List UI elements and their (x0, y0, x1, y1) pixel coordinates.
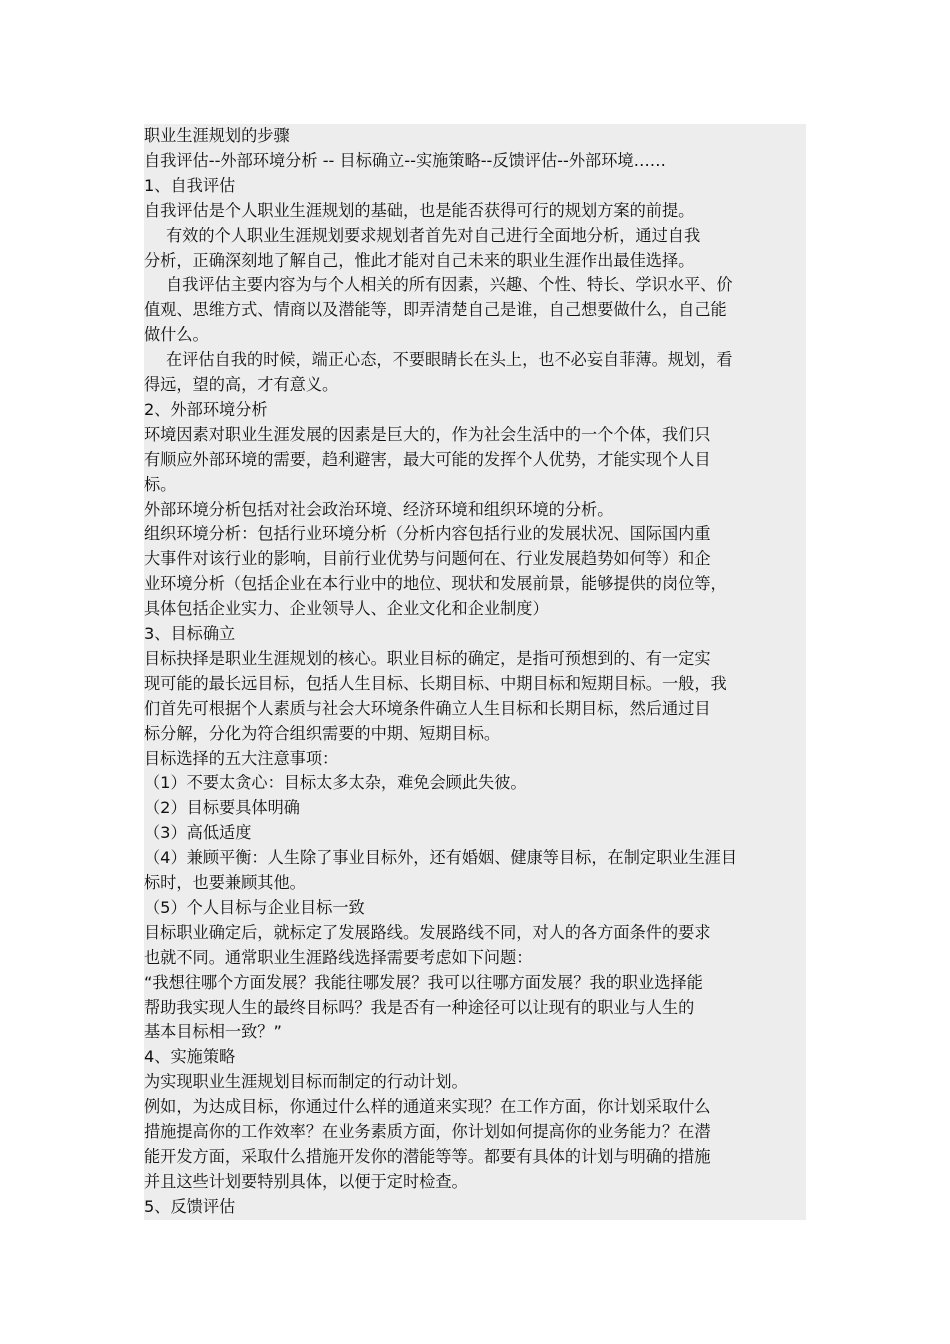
paragraph-line: 做什么。 (144, 325, 209, 345)
list-item: （4）兼顾平衡：人生除了事业目标外，还有婚姻、健康等目标，在制定职业生涯目 (144, 848, 738, 868)
paragraph-line: 自我评估主要内容为与个人相关的所有因素，兴趣、个性、特长、学识水平、价 (166, 275, 733, 295)
paragraph-line: 现可能的最长远目标，包括人生目标、长期目标、中期目标和短期目标。一般，我 (144, 673, 727, 693)
section-heading: 2、外部环境分析 (144, 399, 268, 419)
paragraph-line: 标。 (144, 474, 177, 494)
paragraph-line: 业环境分析（包括企业在本行业中的地位、现状和发展前景，能够提供的岗位等， (144, 574, 727, 594)
paragraph-line: 自我评估是个人职业生涯规划的基础，也是能否获得可行的规划方案的前提。 (144, 200, 695, 220)
section-heading: 4、实施策略 (144, 1047, 236, 1067)
document-title: 职业生涯规划的步骤 (144, 126, 290, 145)
paragraph-line: 外部环境分析包括对社会政治环境、经济环境和组织环境的分析。 (144, 499, 614, 519)
paragraph-line: 为实现职业生涯规划目标而制定的行动计划。 (144, 1072, 468, 1092)
paragraph-line: 目标选择的五大注意事项： (144, 748, 339, 768)
list-item: （2）目标要具体明确 (144, 798, 300, 818)
paragraph-line: 们首先可根据个人素质与社会大环境条件确立人生目标和长期目标，然后通过目 (144, 698, 711, 718)
paragraph-line: 有效的个人职业生涯规划要求规划者首先对自己进行全面地分析，通过自我 (166, 225, 701, 245)
list-item: （5）个人目标与企业目标一致 (144, 897, 365, 917)
list-item: （3）高低适度 (144, 823, 252, 843)
paragraph-line: 并且这些计划要特别具体，以便于定时检查。 (144, 1171, 468, 1191)
quote-line: 基本目标相一致？” (144, 1022, 282, 1042)
section-heading: 5、反馈评估 (144, 1196, 236, 1216)
paragraph-line: 大事件对该行业的影响，目前行业优势与问题何在、行业发展趋势如何等）和企 (144, 549, 711, 569)
section-heading: 3、目标确立 (144, 624, 236, 643)
paragraph-line: 环境因素对职业生涯发展的因素是巨大的，作为社会生活中的一个个体，我们只 (144, 424, 711, 444)
quote-line: “我想往哪个方面发展？我能往哪发展？我可以往哪方面发展？我的职业选择能 (144, 972, 703, 992)
paragraph-line: 能开发方面，采取什么措施开发你的潜能等等。都要有具体的计划与明确的措施 (144, 1146, 711, 1166)
quote-line: 帮助我实现人生的最终目标吗？我是否有一种途径可以让现有的职业与人生的 (144, 997, 695, 1017)
paragraph-line: 分析，正确深刻地了解自己，惟此才能对自己未来的职业生涯作出最佳选择。 (144, 250, 695, 270)
paragraph-line: 组织环境分析：包括行业环境分析（分析内容包括行业的发展状况、国际国内重 (144, 524, 711, 544)
list-item: （1）不要太贪心：目标太多太杂，难免会顾此失彼。 (144, 773, 527, 793)
paragraph-line: 有顺应外部环境的需要，趋利避害，最大可能的发挥个人优势，才能实现个人目 (144, 449, 711, 469)
section-heading: 1、自我评估 (144, 175, 236, 195)
paragraph-line: 具体包括企业实力、企业领导人、企业文化和企业制度） (144, 599, 549, 619)
list-item: 标时，也要兼顾其他。 (144, 873, 306, 892)
document-page (144, 124, 806, 1220)
paragraph-line: 标分解，分化为符合组织需要的中期、短期目标。 (144, 723, 501, 743)
steps-summary: 自我评估--外部环境分析 -- 目标确立--实施策略--反馈评估--外部环境…… (144, 150, 666, 170)
paragraph-line: 措施提高你的工作效率？在业务素质方面，你计划如何提高你的业务能力？在潜 (144, 1122, 711, 1141)
paragraph-line: 目标职业确定后，就标定了发展路线。发展路线不同，对人的各方面条件的要求 (144, 922, 711, 942)
paragraph-line: 在评估自我的时候，端正心态，不要眼睛长在头上，也不必妄自菲薄。规划，看 (166, 350, 733, 370)
paragraph-line: 目标抉择是职业生涯规划的核心。职业目标的确定，是指可预想到的、有一定实 (144, 648, 711, 668)
paragraph-line: 例如，为达成目标，你通过什么样的通道来实现？在工作方面，你计划采取什么 (144, 1097, 711, 1117)
paragraph-line: 得远，望的高，才有意义。 (144, 375, 339, 394)
paragraph-line: 值观、思维方式、情商以及潜能等，即弄清楚自己是谁，自己想要做什么，自己能 (144, 300, 727, 320)
paragraph-line: 也就不同。通常职业生涯路线选择需要考虑如下问题： (144, 947, 533, 967)
